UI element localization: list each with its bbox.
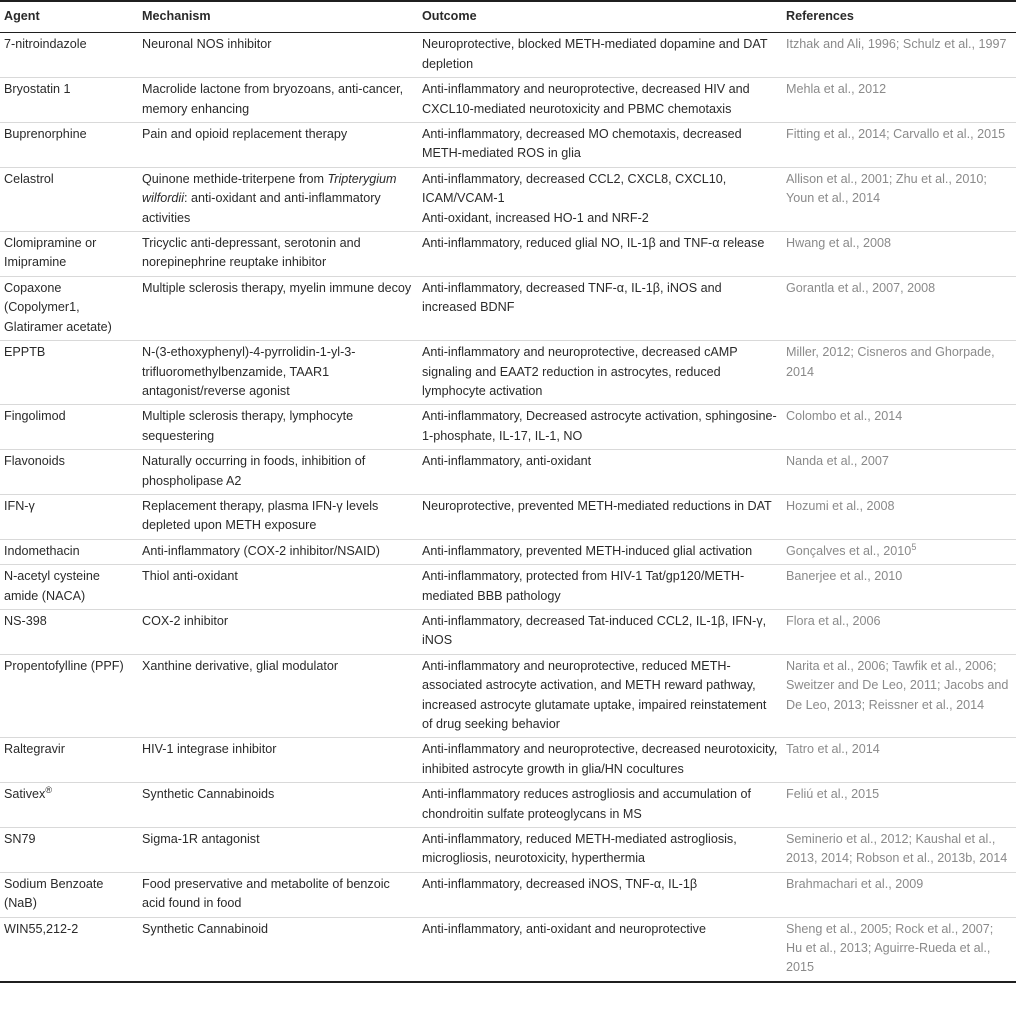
- agent-cell: Sodium Benzoate (NaB): [0, 872, 138, 917]
- outcome-cell: Anti-inflammatory and neuroprotective, decreased neurotoxicity, inhibited astrocyte growth in glia/HN cocultures: [418, 738, 782, 783]
- agent-cell: NS-398: [0, 609, 138, 654]
- table-row: [0, 405, 1016, 450]
- table-row: [0, 565, 1016, 610]
- agent-cell: N-acetyl cysteine amide (NACA): [0, 565, 138, 610]
- reference-text: Gonçalves et al., 2010: [786, 543, 912, 558]
- references-cell: Brahmachari et al., 2009: [782, 872, 1016, 917]
- mechanism-cell: COX-2 inhibitor: [138, 609, 418, 654]
- table-row: [0, 872, 1016, 917]
- outcome-line: Anti-oxidant, increased HO-1 and NRF-2: [422, 210, 649, 225]
- mechanism-cell: [138, 167, 418, 231]
- footnote-marker: 5: [911, 541, 917, 552]
- table-row: [0, 78, 1016, 123]
- agent-cell: Buprenorphine: [0, 123, 138, 168]
- agent-cell: WIN55,212-2: [0, 917, 138, 982]
- outcome-cell: Anti-inflammatory reduces astrogliosis and accumulation of chondroitin sulfate proteoglycans in MS: [418, 783, 782, 828]
- table-row: [0, 276, 1016, 340]
- mechanism-cell: Macrolide lactone from bryozoans, anti-cancer, memory enhancing: [138, 78, 418, 123]
- agent-cell: IFN-γ: [0, 494, 138, 539]
- outcome-cell: Anti-inflammatory, anti-oxidant: [418, 450, 782, 495]
- outcome-cell: Anti-inflammatory, reduced glial NO, IL-1β and TNF-α release: [418, 232, 782, 277]
- outcome-cell: [418, 167, 782, 231]
- mechanism-cell: Synthetic Cannabinoids: [138, 783, 418, 828]
- references-cell: Banerjee et al., 2010: [782, 565, 1016, 610]
- outcome-cell: Anti-inflammatory and neuroprotective, reduced METH-associated astrocyte activation, and METH reward pathway, increased astrocyte glutamate uptake, impaired reinstatement of drug seeking behavior: [418, 654, 782, 738]
- references-cell: Tatro et al., 2014: [782, 738, 1016, 783]
- agent-cell: 7-nitroindazole: [0, 33, 138, 78]
- mechanism-cell: Multiple sclerosis therapy, myelin immune decoy: [138, 276, 418, 340]
- table-header: [0, 1, 1016, 33]
- references-cell: Allison et al., 2001; Zhu et al., 2010; Youn et al., 2014: [782, 167, 1016, 231]
- header-agent: Agent: [0, 1, 138, 33]
- agent-cell: Copaxone (Copolymer1, Glatiramer acetate): [0, 276, 138, 340]
- references-cell: Hwang et al., 2008: [782, 232, 1016, 277]
- mechanism-cell: Xanthine derivative, glial modulator: [138, 654, 418, 738]
- mechanism-text: Quinone methide-triterpene from: [142, 171, 328, 186]
- references-cell: Fitting et al., 2014; Carvallo et al., 2015: [782, 123, 1016, 168]
- outcome-cell: Anti-inflammatory, decreased MO chemotaxis, decreased METH-mediated ROS in glia: [418, 123, 782, 168]
- outcome-cell: Anti-inflammatory, reduced METH-mediated astrogliosis, microgliosis, neurotoxicity, hyperthermia: [418, 828, 782, 873]
- references-cell: Mehla et al., 2012: [782, 78, 1016, 123]
- table-row: [0, 450, 1016, 495]
- table-row: [0, 232, 1016, 277]
- table-row: [0, 783, 1016, 828]
- agent-cell: [0, 783, 138, 828]
- table-row: [0, 738, 1016, 783]
- outcome-cell: Anti-inflammatory and neuroprotective, decreased HIV and CXCL10-mediated neurotoxicity and PBMC chemotaxis: [418, 78, 782, 123]
- table-row: [0, 609, 1016, 654]
- references-cell: Narita et al., 2006; Tawfik et al., 2006; Sweitzer and De Leo, 2011; Jacobs and De Leo, 2013; Reissner et al., 2014: [782, 654, 1016, 738]
- mechanism-cell: Replacement therapy, plasma IFN-γ levels depleted upon METH exposure: [138, 494, 418, 539]
- header-row: [0, 1, 1016, 33]
- outcome-cell: Anti-inflammatory, prevented METH-induced glial activation: [418, 539, 782, 564]
- agent-cell: Raltegravir: [0, 738, 138, 783]
- mechanism-cell: Multiple sclerosis therapy, lymphocyte sequestering: [138, 405, 418, 450]
- outcome-cell: Anti-inflammatory, Decreased astrocyte activation, sphingosine-1-phosphate, IL-17, IL-1, NO: [418, 405, 782, 450]
- references-cell: [782, 539, 1016, 564]
- outcome-cell: Anti-inflammatory, anti-oxidant and neuroprotective: [418, 917, 782, 982]
- registered-mark: ®: [45, 785, 52, 796]
- header-references: References: [782, 1, 1016, 33]
- outcome-cell: Neuroprotective, prevented METH-mediated reductions in DAT: [418, 494, 782, 539]
- mechanism-cell: N-(3-ethoxyphenyl)-4-pyrrolidin-1-yl-3-trifluoromethylbenzamide, TAAR1 antagonist/reverse agonist: [138, 341, 418, 405]
- mechanism-cell: Pain and opioid replacement therapy: [138, 123, 418, 168]
- agent-cell: EPPTB: [0, 341, 138, 405]
- references-cell: Colombo et al., 2014: [782, 405, 1016, 450]
- table-row: [0, 539, 1016, 564]
- table-row: [0, 494, 1016, 539]
- references-cell: Hozumi et al., 2008: [782, 494, 1016, 539]
- agent-cell: Clomipramine or Imipramine: [0, 232, 138, 277]
- header-mechanism: Mechanism: [138, 1, 418, 33]
- mechanism-cell: Anti-inflammatory (COX-2 inhibitor/NSAID): [138, 539, 418, 564]
- references-cell: Miller, 2012; Cisneros and Ghorpade, 2014: [782, 341, 1016, 405]
- mechanism-cell: HIV-1 integrase inhibitor: [138, 738, 418, 783]
- outcome-cell: Neuroprotective, blocked METH-mediated dopamine and DAT depletion: [418, 33, 782, 78]
- header-outcome: Outcome: [418, 1, 782, 33]
- outcome-cell: Anti-inflammatory, decreased Tat-induced CCL2, IL-1β, IFN-γ, iNOS: [418, 609, 782, 654]
- outcome-cell: Anti-inflammatory, protected from HIV-1 Tat/gp120/METH-mediated BBB pathology: [418, 565, 782, 610]
- agent-cell: Celastrol: [0, 167, 138, 231]
- mechanism-cell: Tricyclic anti-depressant, serotonin and norepinephrine reuptake inhibitor: [138, 232, 418, 277]
- table-row: [0, 654, 1016, 738]
- references-cell: Seminerio et al., 2012; Kaushal et al., 2013, 2014; Robson et al., 2013b, 2014: [782, 828, 1016, 873]
- references-cell: Nanda et al., 2007: [782, 450, 1016, 495]
- outcome-cell: Anti-inflammatory, decreased TNF-α, IL-1β, iNOS and increased BDNF: [418, 276, 782, 340]
- agent-cell: Propentofylline (PPF): [0, 654, 138, 738]
- table-row: [0, 123, 1016, 168]
- agent-cell: Flavonoids: [0, 450, 138, 495]
- agent-cell: SN79: [0, 828, 138, 873]
- mechanism-cell: Sigma-1R antagonist: [138, 828, 418, 873]
- agent-cell: Bryostatin 1: [0, 78, 138, 123]
- table-row: [0, 33, 1016, 78]
- mechanism-cell: Thiol anti-oxidant: [138, 565, 418, 610]
- species-name: Tripterygium wilfordii: [142, 171, 397, 206]
- table-row: [0, 917, 1016, 982]
- mechanism-cell: Neuronal NOS inhibitor: [138, 33, 418, 78]
- agent-text: Sativex: [4, 787, 46, 802]
- references-cell: Sheng et al., 2005; Rock et al., 2007; Hu et al., 2013; Aguirre-Rueda et al., 2015: [782, 917, 1016, 982]
- outcome-cell: Anti-inflammatory and neuroprotective, decreased cAMP signaling and EAAT2 reduction in astrocytes, reduced lymphocyte activation: [418, 341, 782, 405]
- outcome-cell: Anti-inflammatory, decreased iNOS, TNF-α, IL-1β: [418, 872, 782, 917]
- agent-cell: Indomethacin: [0, 539, 138, 564]
- references-cell: Flora et al., 2006: [782, 609, 1016, 654]
- mechanism-text: : anti-oxidant and anti-inflammatory activities: [142, 191, 381, 225]
- mechanism-cell: Naturally occurring in foods, inhibition of phospholipase A2: [138, 450, 418, 495]
- table-row: [0, 828, 1016, 873]
- mechanism-cell: Food preservative and metabolite of benzoic acid found in food: [138, 872, 418, 917]
- table-row: [0, 341, 1016, 405]
- agent-cell: Fingolimod: [0, 405, 138, 450]
- mechanism-cell: Synthetic Cannabinoid: [138, 917, 418, 982]
- outcome-line: Anti-inflammatory, decreased CCL2, CXCL8, CXCL10, ICAM/VCAM-1: [422, 171, 727, 206]
- references-cell: Itzhak and Ali, 1996; Schulz et al., 1997: [782, 33, 1016, 78]
- table-row: [0, 167, 1016, 231]
- table-body: [0, 33, 1016, 982]
- references-cell: Gorantla et al., 2007, 2008: [782, 276, 1016, 340]
- references-cell: Feliú et al., 2015: [782, 783, 1016, 828]
